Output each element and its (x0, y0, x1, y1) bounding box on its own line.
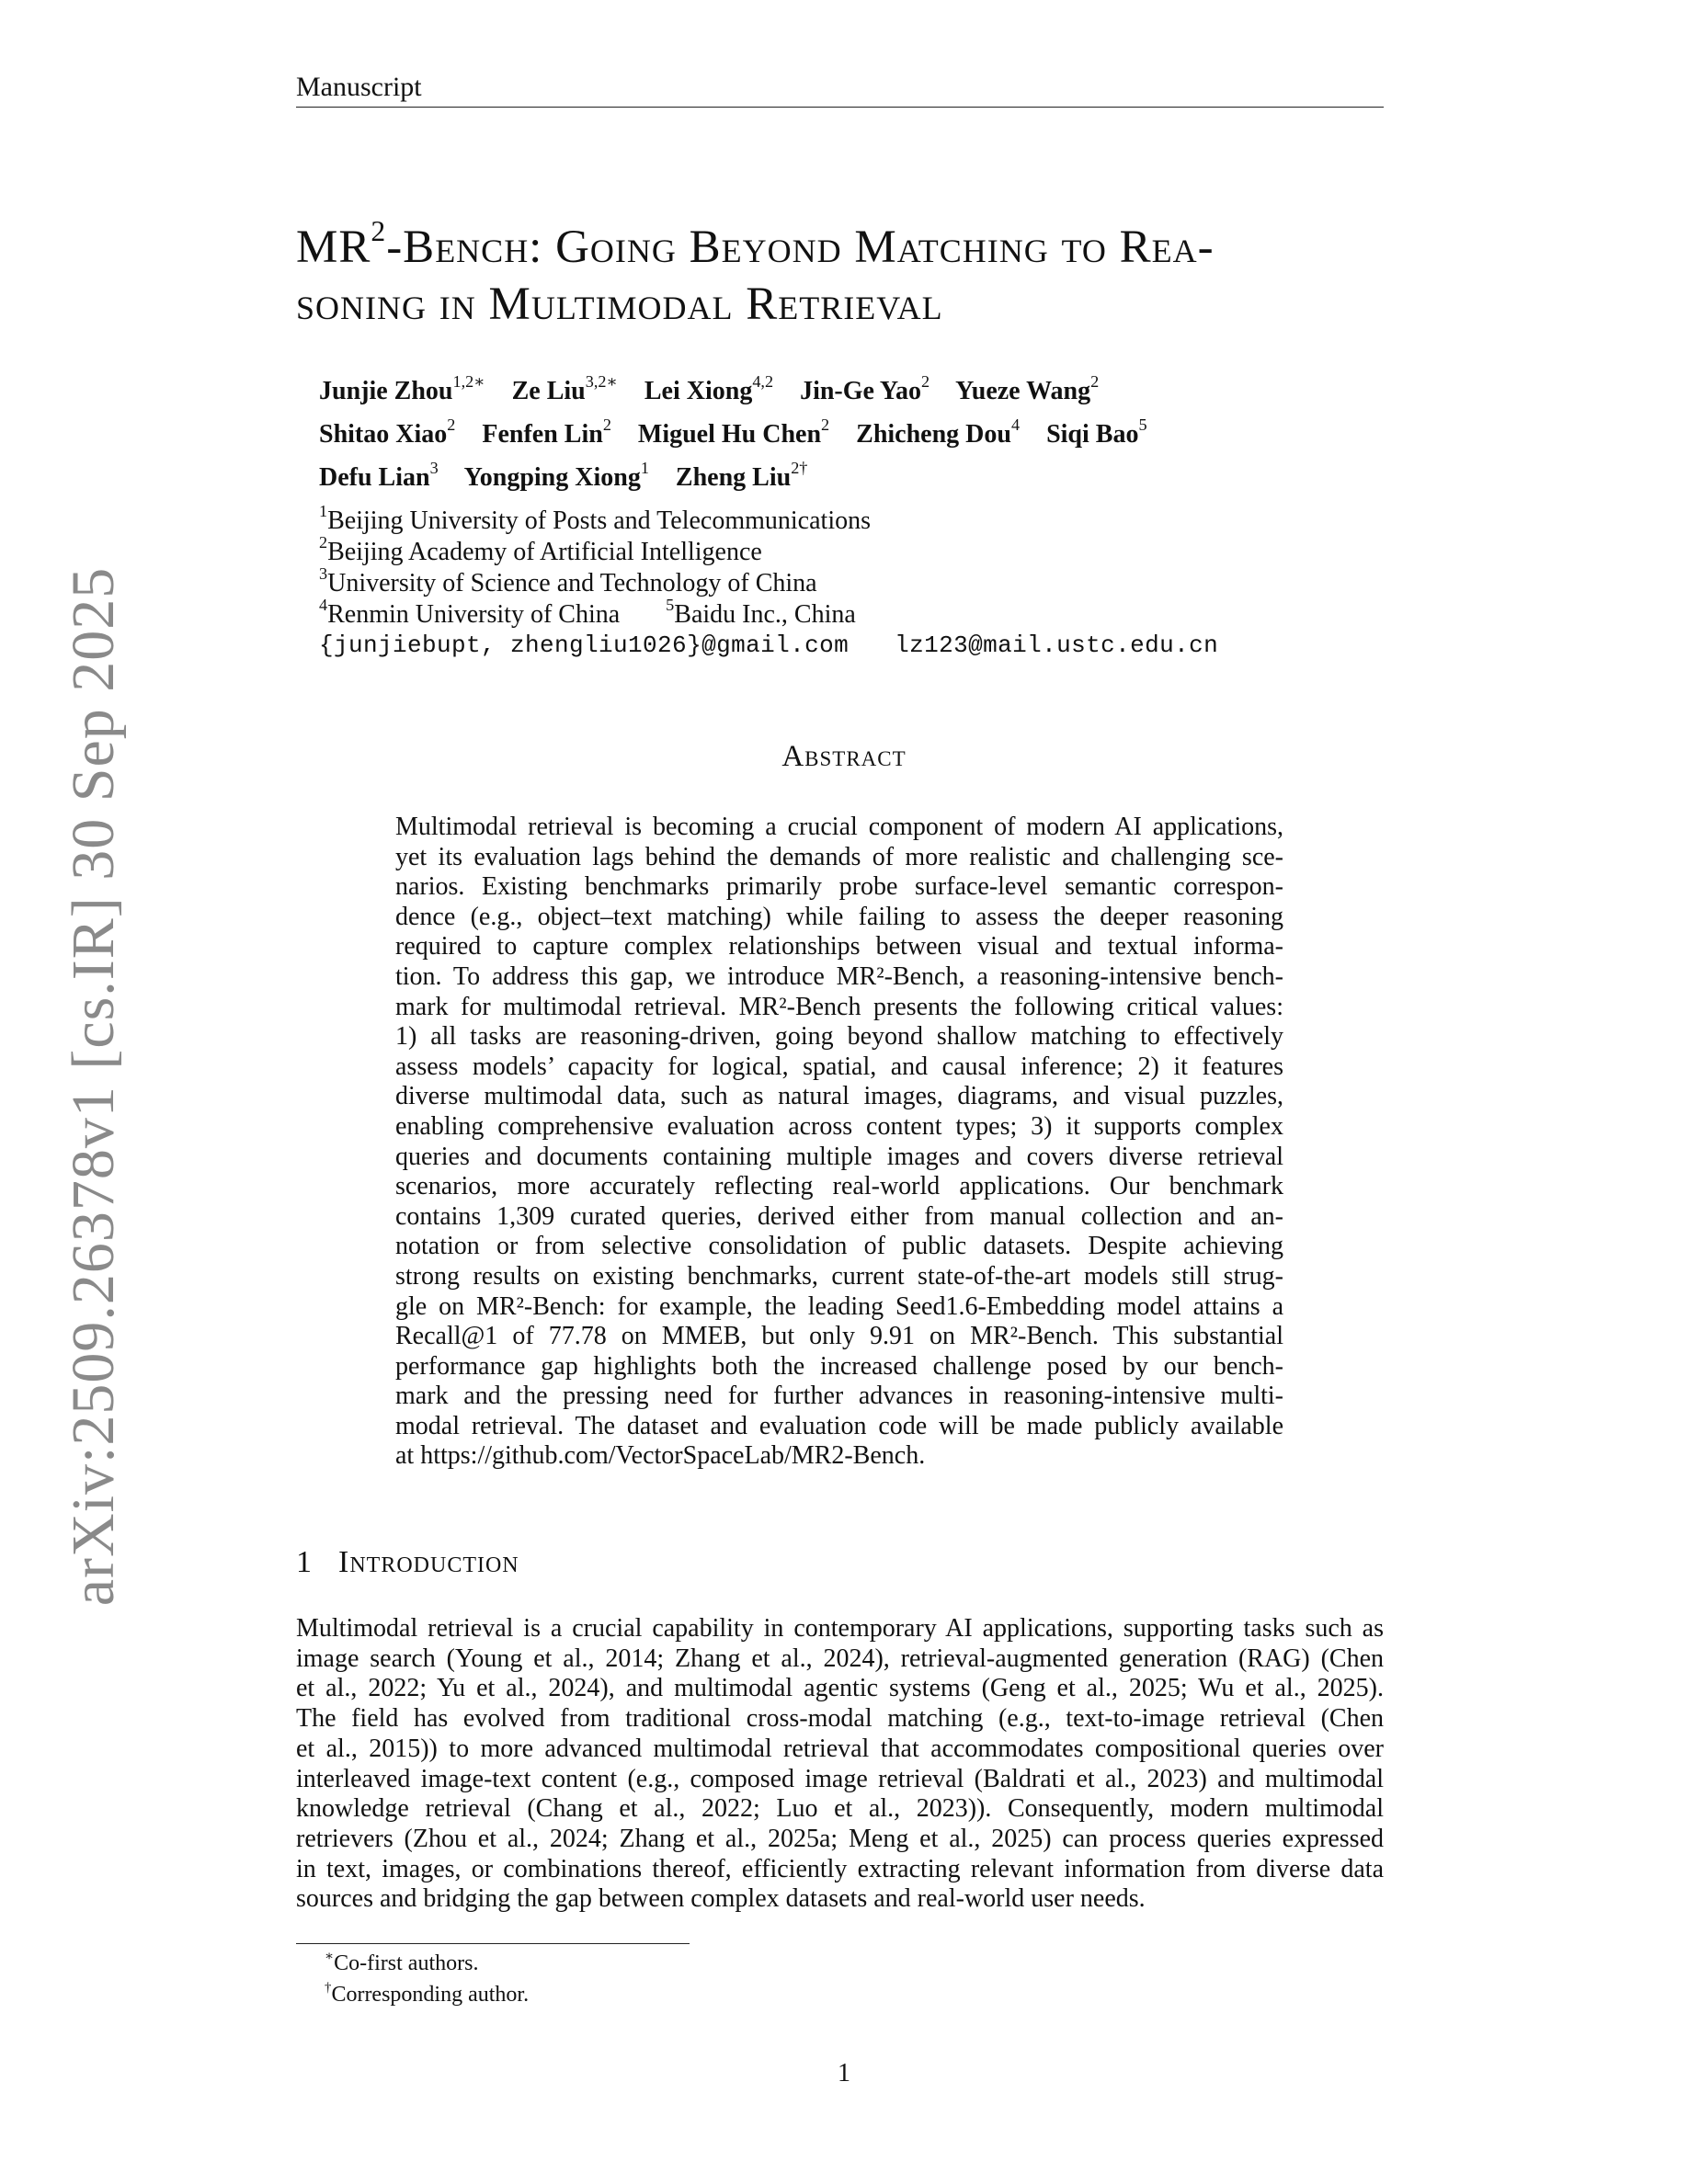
abstract-line: notation or from selective consolidation of public datasets. Despite achieving (395, 1232, 1283, 1261)
abstract-line: Multimodal retrieval is becoming a crucial component of modern AI applications, (395, 813, 1283, 841)
introduction-line: et al., 2022; Yu et al., 2024), and multimodal agentic systems (Geng et al., 2025; Wu et al., 2025). (296, 1674, 1384, 1703)
affiliation: $^1$Beijing University of Posts and Telecommunications (319, 501, 871, 535)
abstract-line: mark for multimodal retrieval. MR²-Bench presents the following critical values: (395, 992, 1283, 1021)
header-rule (296, 107, 1384, 108)
abstract-line: Recall@1 of 77.78 on MMEB, but only 9.91 on MR²-Bench. This substantial (395, 1322, 1283, 1351)
author-name: Fenfen Lin$^2$ (482, 415, 611, 449)
abstract-line: contains 1,309 curated queries, derived either from manual collection and an- (395, 1201, 1283, 1231)
abstract-line: narios. Existing benchmarks primarily probe surface-level semantic correspon- (395, 872, 1283, 902)
author-line-1 (319, 371, 1119, 407)
title-line-2: soning in Multimodal Retrieval (296, 279, 943, 330)
abstract-line: assess models’ capacity for logical, spatial, and causal inference; 2) it features (395, 1052, 1283, 1081)
author-emails (319, 631, 1218, 660)
author-name: Zhicheng Dou$^4$ (856, 415, 1021, 449)
author-name: Zheng Liu$^{2\dagger}$ (675, 458, 808, 492)
abstract-heading: Abstract (781, 740, 907, 773)
abstract-line: tion. To address this gap, we introduce MR²-Bench, a reasoning-intensive bench- (395, 961, 1283, 991)
introduction-line: The field has evolved from traditional cross-modal matching (e.g., text-to-image retrieval (Chen (296, 1704, 1384, 1734)
introduction-line: et al., 2015)) to more advanced multimodal retrieval that accommodates compositional queries over (296, 1734, 1384, 1763)
introduction-line: knowledge retrieval (Chang et al., 2022; Luo et al., 2023)). Consequently, modern multimodal (296, 1794, 1384, 1824)
abstract-line: mark and the pressing need for further advances in reasoning-intensive multi- (395, 1382, 1283, 1411)
abstract-body (395, 813, 1283, 1472)
introduction-line: interleaved image-text content (e.g., composed image retrieval (Baldrati et al., 2023) and multimodal (296, 1764, 1384, 1793)
author-name: Miguel Hu Chen$^2$ (637, 415, 830, 449)
section-heading-introduction (296, 1545, 519, 1580)
abstract-line: 1) all tasks are reasoning-driven, going beyond shallow matching to effectively (395, 1022, 1283, 1052)
author-line-3 (319, 458, 827, 494)
section-title: Introduction (338, 1545, 519, 1579)
affiliation: $^5$Baidu Inc., China (666, 595, 856, 629)
introduction-line: retrievers (Zhou et al., 2024; Zhang et al., 2025a; Meng et al., 2025) can process queries expressed (296, 1824, 1384, 1853)
footnote-rule (296, 1943, 690, 1944)
abstract-line: diverse multimodal data, such as natural images, diagrams, and visual puzzles, (395, 1082, 1283, 1111)
author-line-2 (319, 415, 1168, 450)
footnote: ∗Co-first authors. (325, 1949, 479, 1975)
abstract-line: gle on MR²-Bench: for example, the leading Seed1.6-Embedding model attains a (395, 1291, 1283, 1321)
abstract-line: dence (e.g., object–text matching) while failing to assess the deeper reasoning (395, 902, 1283, 931)
section-number: 1 (296, 1545, 313, 1579)
author-name: Lei Xiong$^{4,2}$ (644, 371, 774, 405)
title-rest: -Bench: Going Beyond Matching to Rea- (386, 222, 1215, 273)
author-name: Shitao Xiao$^2$ (319, 415, 456, 449)
abstract-line: performance gap highlights both the increased challenge posed by our bench- (395, 1351, 1283, 1381)
abstract-line: at https://github.com/VectorSpaceLab/MR2-Bench. (395, 1441, 926, 1471)
abstract-line: queries and documents containing multiple images and covers diverse retrieval (395, 1142, 1283, 1171)
email-secondary: lz123@mail.ustc.edu.cn (895, 631, 1219, 659)
author-name: Jin-Ge Yao$^2$ (800, 371, 930, 405)
affiliation: $^4$Renmin University of China (319, 595, 621, 629)
introduction-line: in text, images, or combinations thereof, efficiently extracting relevant information from diverse data (296, 1854, 1384, 1883)
introduction-line: Multimodal retrieval is a crucial capability in contemporary AI applications, supporting tasks such as (296, 1614, 1384, 1643)
introduction-line: image search (Young et al., 2014; Zhang et al., 2024), retrieval-augmented generation (RAG) (Chen (296, 1644, 1384, 1673)
author-name: Yongping Xiong$^1$ (463, 458, 649, 492)
author-name: Ze Liu$^{3,2∗}$ (511, 371, 618, 405)
author-name: Defu Lian$^3$ (319, 458, 439, 492)
page-number: 1 (838, 2059, 850, 2087)
arxiv-identifier-stamp: arXiv:2509.26378v1 [cs.IR] 30 Sep 2025 (60, 566, 127, 1607)
email-primary: {junjiebupt, zhengliu1026}@gmail.com (319, 631, 850, 659)
affiliation: $^2$Beijing Academy of Artificial Intelligence (319, 532, 762, 566)
affiliation-line-4 (319, 595, 856, 631)
paper-title (296, 215, 1399, 333)
introduction-line: sources and bridging the gap between complex datasets and real-world user needs. (296, 1884, 1146, 1914)
author-name: Siqi Bao$^5$ (1046, 415, 1147, 449)
affiliation: $^3$University of Science and Technology of China (319, 563, 817, 597)
title-superscript: 2 (371, 215, 387, 248)
running-header: Manuscript (296, 72, 422, 102)
abstract-line: yet its evaluation lags behind the demands of more realistic and challenging sce- (395, 842, 1283, 871)
abstract-line: scenarios, more accurately reflecting real-world applications. Our benchmark (395, 1172, 1283, 1201)
abstract-line: enabling comprehensive evaluation across content types; 3) it supports complex (395, 1111, 1283, 1141)
abstract-line: strong results on existing benchmarks, current state-of-the-art models still strug- (395, 1261, 1283, 1291)
abstract-line: required to capture complex relationships between visual and textual informa- (395, 932, 1283, 961)
footnote: †Corresponding author. (325, 1980, 530, 2007)
title-line-1 (296, 215, 1399, 276)
title-prefix: MR (296, 222, 371, 273)
abstract-line: modal retrieval. The dataset and evaluation code will be made publicly available (395, 1411, 1283, 1440)
introduction-body (296, 1614, 1384, 1915)
author-name: Yueze Wang$^2$ (955, 371, 1100, 405)
author-name: Junjie Zhou$^{1,2∗}$ (319, 371, 485, 405)
